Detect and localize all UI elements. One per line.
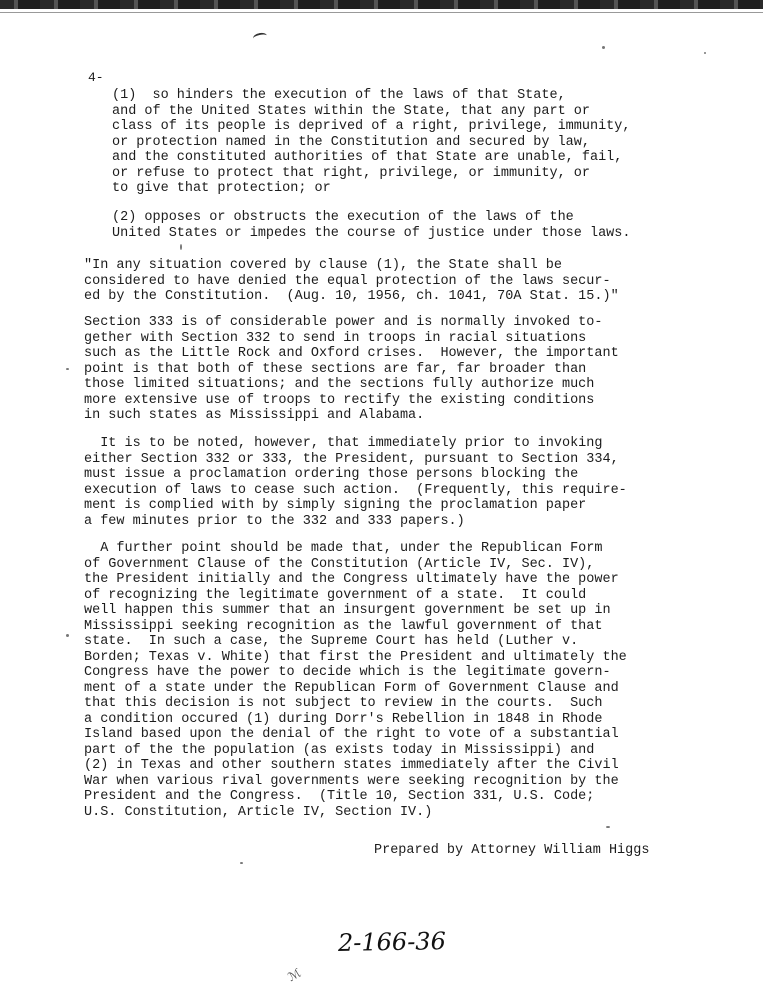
section-333-paragraph: Section 333 is of considerable power and is normally invoked to- gether with Section 332 to send in troops in racial situations such as the Little Rock and Oxford crises. However, the important point is that both of these sections are far, far broader than those limited situations; and the sections fully authorize much more extensive use of troops to rectify the existing conditions in such states as Mississippi and Alabama. (84, 315, 619, 423)
scan-speck (66, 368, 69, 370)
scan-speck (704, 52, 706, 54)
statute-closing-paragraph: "In any situation covered by clause (1), the State shall be considered to have denied the equal protection of the laws secur- ed by the Constitution. (Aug. 10, 1956, ch. 1041, 70A Stat. 15.)" (84, 258, 619, 304)
scan-speck (602, 46, 605, 49)
scan-top-rule (0, 12, 763, 13)
clause-2-paragraph: (2) opposes or obstructs the execution of the laws of the United States or impedes the course of justice under those laws. (112, 210, 631, 241)
handwritten-file-number: 2-166-36 (337, 927, 447, 957)
scan-speck (180, 244, 182, 250)
republican-form-paragraph: A further point should be made that, under the Republican Form of Government Clause of the Constitution (Article IV, Sec. IV), the President initially and the Congress ultimately have the power of recognizing the legitimate government of a state. It could well happen this summer that an insurgent government be set up in Mississippi seeking recognition as the lawful government of that state. In such a case, the Supreme Court has held (Luther v. Borden; Texas v. White) that first the President and ultimately the Congress have the power to decide which is the legitimate govern- ment of a state under the Republican Form of Government Clause and that this decision is not subject to review in the courts. Such a condition occured (1) during Dorr's Rebellion in 1848 in Rhode Island based upon the denial of the right to vote of a substantial part of the the population (as exists today in Mississippi) and (2) in Texas and other southern states immediately after the Civil War when various rival governments were seeking recognition by the President and the Congress. (Title 10, Section 331, U.S. Code; U.S. Constitution, Article IV, Section IV.) (84, 541, 627, 820)
scan-top-border (0, 0, 763, 9)
scan-speck (66, 634, 69, 637)
clause-1-paragraph: (1) so hinders the execution of the laws of that State, and of the United States within the State, that any part or class of its people is deprived of a right, privilege, immunity, or protection named in the Constitution and secured by law, and the constituted authorities of that State are unable, fail, or refuse to protect that right, privilege, or immunity, or to give that protection; or (112, 88, 631, 196)
scan-mark (252, 32, 267, 43)
page-number: 4- (88, 70, 104, 85)
scan-speck (606, 826, 610, 828)
scan-speck (240, 862, 243, 864)
signature-line: Prepared by Attorney William Higgs (374, 843, 650, 858)
scan-smudge-mark: ℳ (285, 965, 304, 985)
proclamation-paragraph: It is to be noted, however, that immediately prior to invoking either Section 332 or 333, the President, pursuant to Section 334, must issue a proclamation ordering those persons blocking the execution of laws to cease such action. (Frequently, this require- ment is complied with by simply signing the proclamation paper a few minutes prior to the 332 and 333 papers.) (84, 436, 627, 529)
